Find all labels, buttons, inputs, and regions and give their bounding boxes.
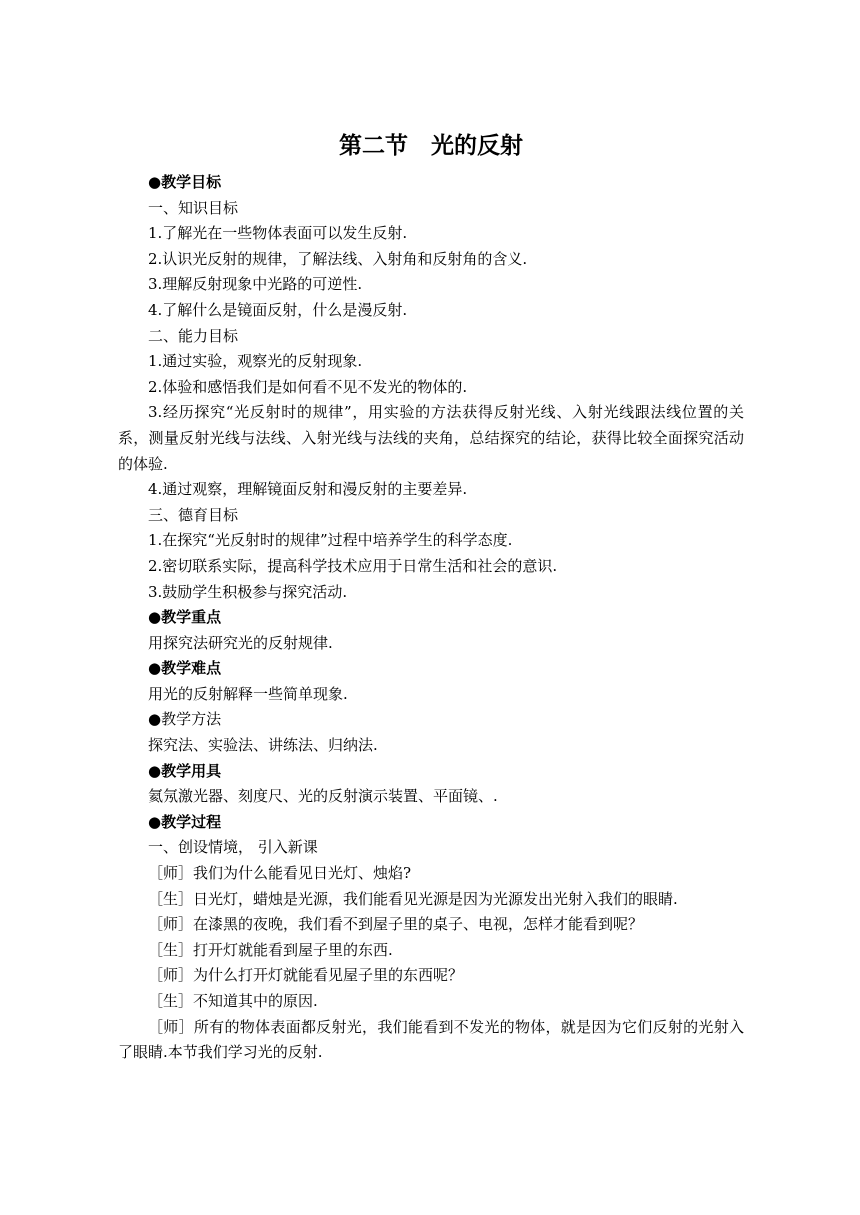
- section-heading: ●教学目标: [148, 173, 222, 191]
- document-body: [118, 170, 744, 1066]
- paragraph-line: 1.了解光在一些物体表面可以发生反射.: [148, 224, 408, 243]
- paragraph-line: 3.经历探究“光反射时的规律”，用实验的方法获得反射光线、入射光线跟法线位置的关系，测量反射光线与法线、入射光线与法线的夹角，总结探究的结论，获得比较全面探究活动的体验.: [118, 403, 744, 473]
- paragraph-line: 3.理解反射现象中光路的可逆性.: [148, 275, 363, 294]
- paragraph-line: 4.通过观察，理解镜面反射和漫反射的主要差异.: [148, 480, 468, 499]
- paragraph-line: 三、德育目标: [148, 505, 239, 524]
- section-heading: ●教学用具: [148, 761, 222, 780]
- paragraph-line: ●教学方法: [148, 710, 222, 729]
- paragraph-line: 2.密切联系实际，提高科学技术应用于日常生活和社会的意识.: [148, 556, 558, 575]
- page-title: 第二节 光的反射: [339, 133, 523, 159]
- paragraph-line: 二、能力目标: [148, 326, 239, 345]
- section-heading: ●教学重点: [148, 608, 222, 627]
- paragraph-line: 氦氖激光器、刻度尺、光的反射演示装置、平面镜、.: [148, 787, 498, 806]
- section-heading: ●教学难点: [148, 659, 222, 678]
- paragraph-line: 用光的反射解释一些简单现象.: [148, 684, 348, 703]
- paragraph-line: ［师］为什么打开灯就能看见屋子里的东西呢？: [148, 966, 464, 985]
- document-page: [118, 128, 744, 1066]
- paragraph-line: 探究法、实验法、讲练法、归纳法.: [148, 736, 378, 755]
- paragraph-line: 一、知识目标: [148, 198, 239, 217]
- paragraph-line: 1.通过实验，观察光的反射现象.: [148, 352, 363, 371]
- paragraph-line: 用探究法研究光的反射规律.: [148, 633, 333, 652]
- paragraph-line: ［师］在漆黑的夜晚，我们看不到屋子里的桌子、电视，怎样才能看到呢？: [148, 915, 644, 934]
- paragraph-line: ［师］我们为什么能看见日光灯、烛焰?: [148, 864, 412, 883]
- paragraph-line: 4.了解什么是镜面反射，什么是漫反射.: [148, 300, 408, 319]
- paragraph-line: 2.体验和感悟我们是如何看不见不发光的物体的.: [148, 377, 468, 396]
- paragraph-line: ［生］日光灯，蜡烛是光源，我们能看见光源是因为光源发出光射入我们的眼睛.: [148, 889, 678, 908]
- paragraph-line: ［师］所有的物体表面都反射光，我们能看到不发光的物体，就是因为它们反射的光射入了眼睛.本节我们学习光的反射.: [118, 1017, 744, 1062]
- paragraph-line: 1.在探究“光反射时的规律”过程中培养学生的科学态度.: [148, 531, 513, 550]
- paragraph-line: 3.鼓励学生积极参与探究活动.: [148, 582, 348, 601]
- section-heading: ●教学过程: [148, 812, 222, 831]
- paragraph-line: ［生］不知道其中的原因.: [148, 992, 318, 1010]
- paragraph-line: 一、创设情境， 引入新课: [148, 838, 318, 857]
- paragraph-line: 2.认识光反射的规律，了解法线、入射角和反射角的含义.: [148, 249, 528, 268]
- paragraph-line: ［生］打开灯就能看到屋子里的东西.: [148, 940, 393, 959]
